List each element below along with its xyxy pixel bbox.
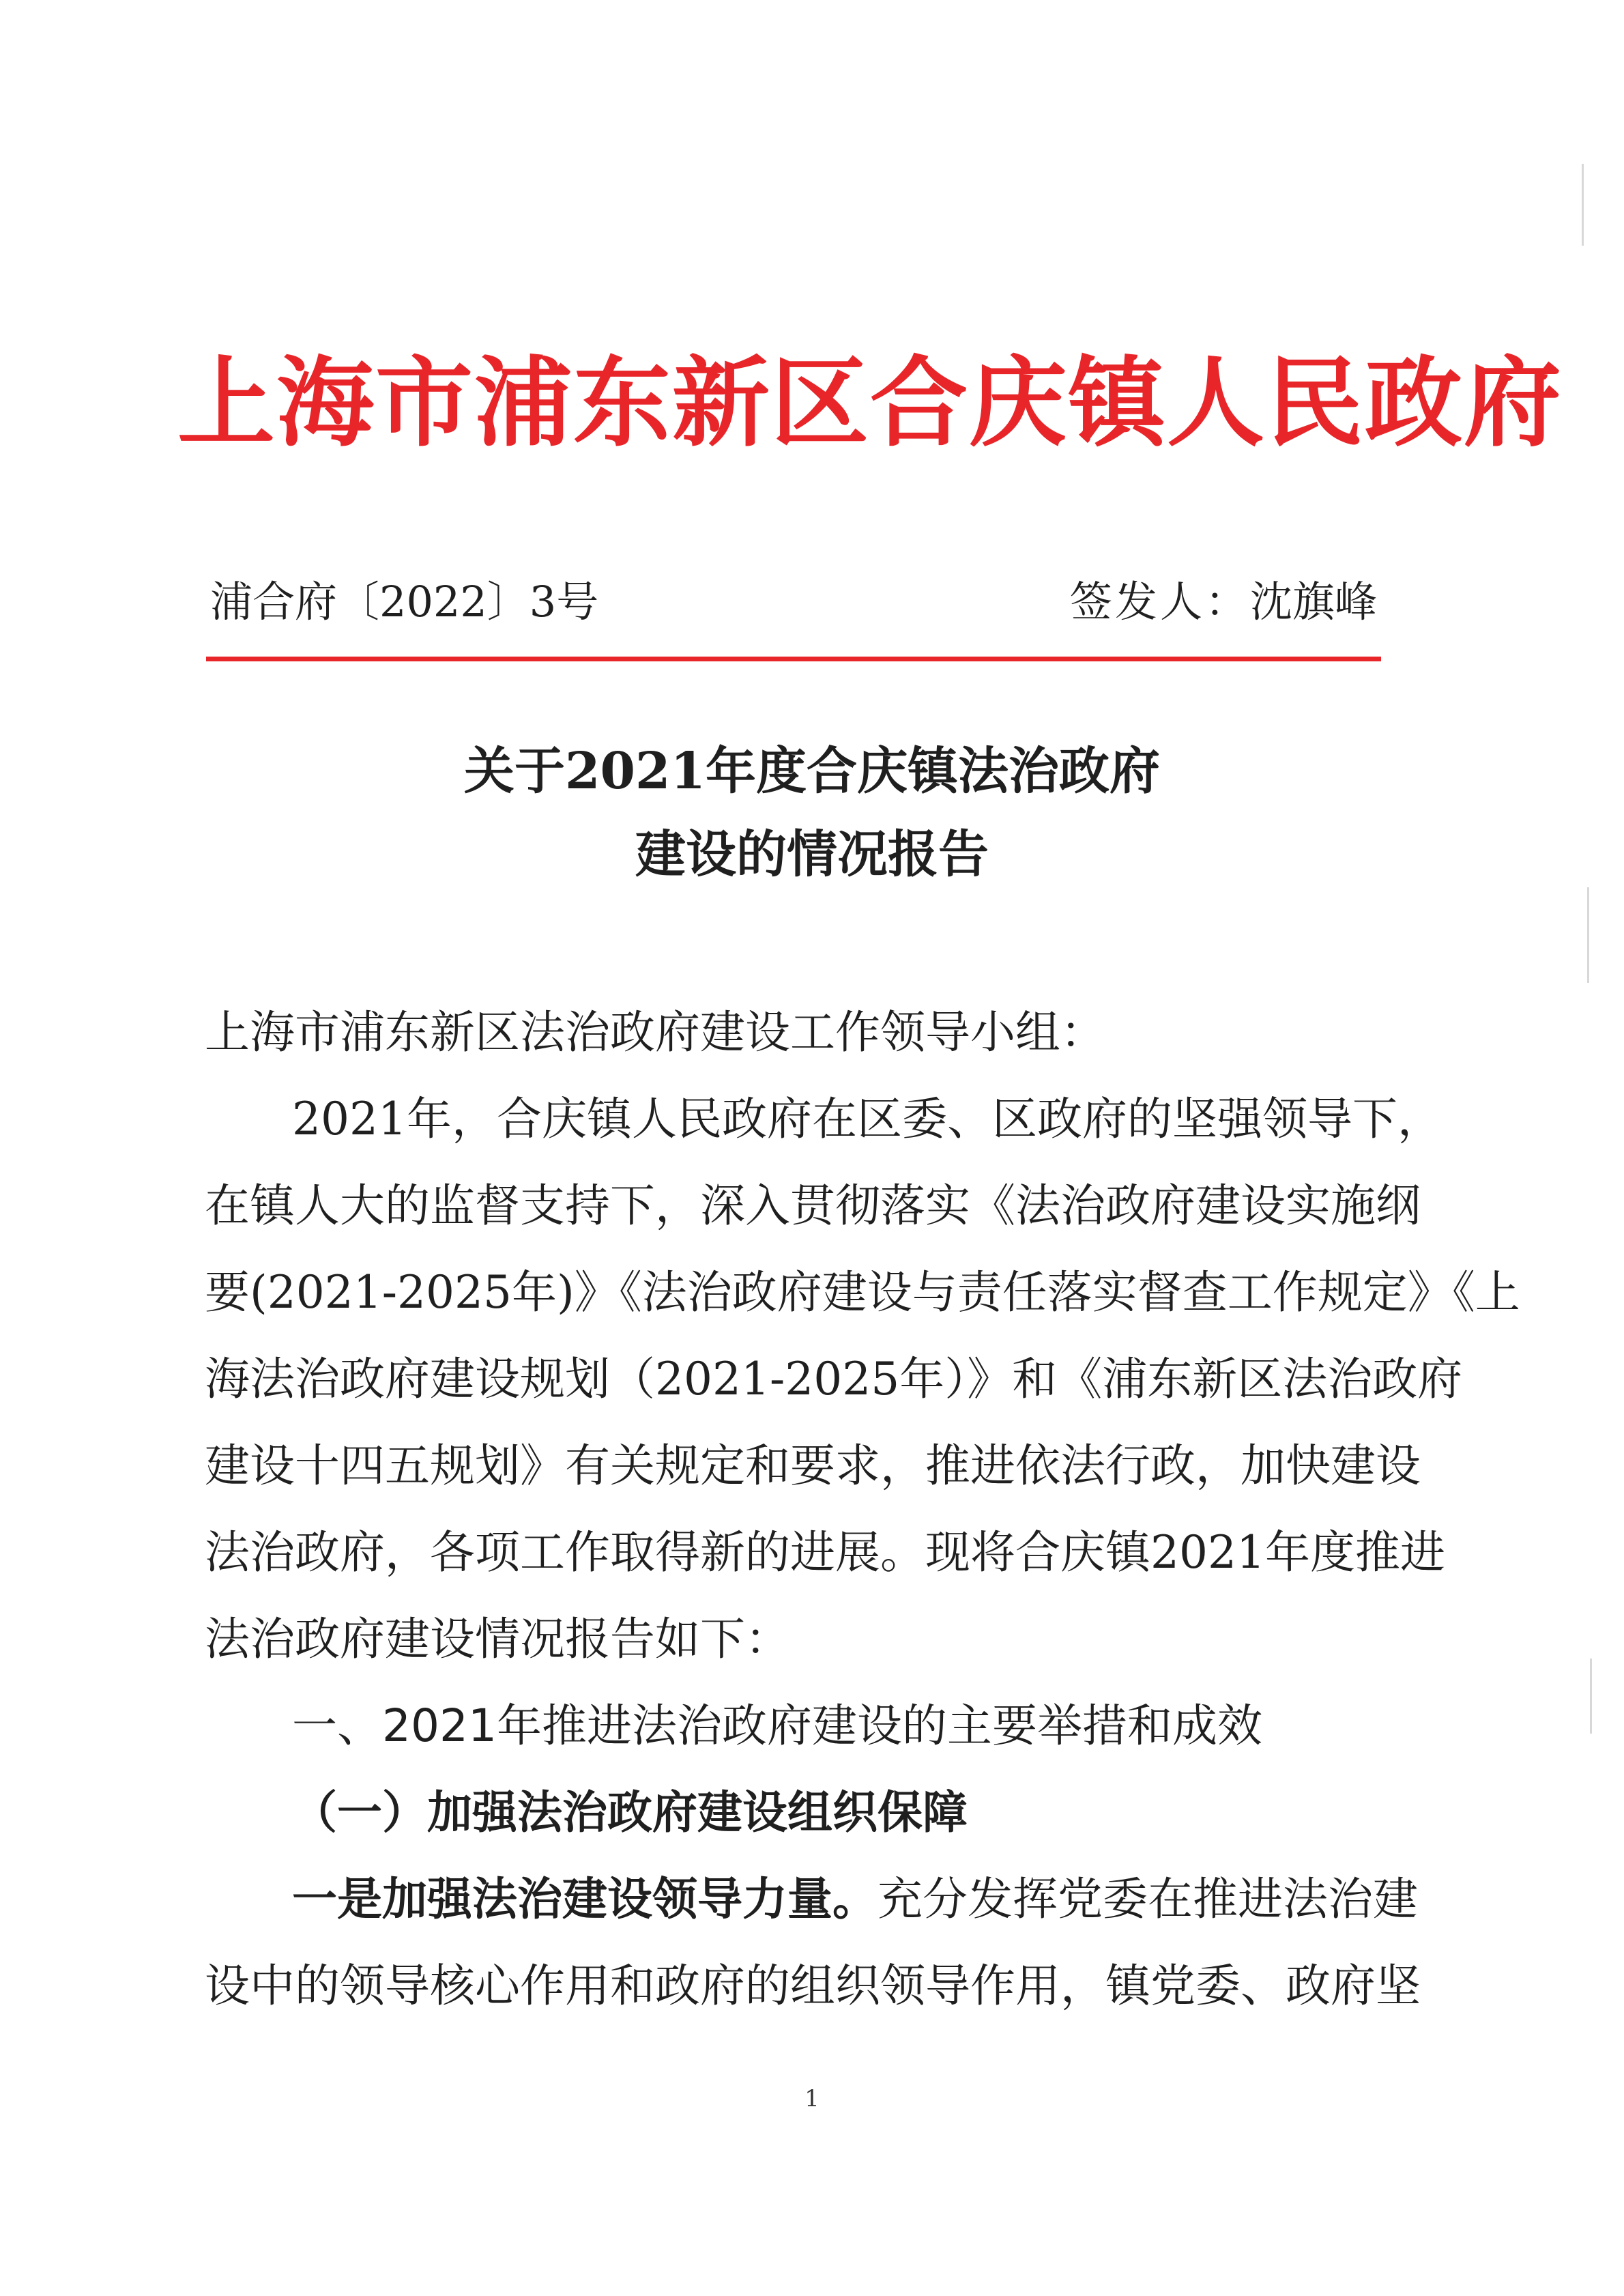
intro-line-6: 法治政府，各项工作取得新的进展。现将合庆镇2021年度推进 xyxy=(205,1526,1445,1579)
issuer-masthead: 上海市浦东新区合庆镇人民政府 xyxy=(177,345,1563,460)
para-1-rest: 充分发挥党委在推进法治建 xyxy=(878,1873,1418,1925)
intro-line-7: 法治政府建设情况报告如下： xyxy=(205,1613,790,1665)
signer-label: 签发人： xyxy=(1069,577,1250,627)
report-title-line-2: 建设的情况报告 xyxy=(635,825,989,884)
scan-artifact xyxy=(1582,164,1584,246)
intro-line-5: 建设十四五规划》有关规定和要求，推进依法行政，加快建设 xyxy=(205,1439,1421,1492)
intro-line-4: 海法治政府建设规划（2021-2025年）》和《浦东新区法治政府 xyxy=(205,1353,1463,1405)
scan-artifact xyxy=(1590,1659,1592,1734)
page-number: 1 xyxy=(804,2085,820,2112)
subsection-1-heading: （一）加强法治政府建设组织保障 xyxy=(292,1786,968,1839)
salutation: 上海市浦东新区法治政府建设工作领导小组： xyxy=(205,1006,1105,1059)
red-separator-rule xyxy=(206,657,1381,661)
intro-line-3: 要(2021-2025年)》《法治政府建设与责任落实督查工作规定》《上 xyxy=(205,1266,1520,1319)
signer-block xyxy=(1070,568,1377,636)
report-title-line-1: 关于2021年度合庆镇法治政府 xyxy=(464,742,1160,801)
section-1-heading: 一、2021年推进法治政府建设的主要举措和成效 xyxy=(292,1699,1262,1752)
intro-line-2: 在镇人大的监督支持下，深入贯彻落实《法治政府建设实施纲 xyxy=(205,1179,1421,1232)
signer-name: 沈旗峰 xyxy=(1249,577,1377,627)
para-1-line-1 xyxy=(292,1859,1418,1940)
para-1-line-2: 设中的领导核心作用和政府的组织领导作用，镇党委、政府坚 xyxy=(205,1960,1421,2012)
intro-line-1: 2021年，合庆镇人民政府在区委、区政府的坚强领导下， xyxy=(292,1093,1442,1145)
document-number: 浦合府〔2022〕3号 xyxy=(210,577,599,627)
scan-artifact xyxy=(1587,887,1589,983)
para-1-lead: 一是加强法治建设领导力量。 xyxy=(292,1873,878,1925)
